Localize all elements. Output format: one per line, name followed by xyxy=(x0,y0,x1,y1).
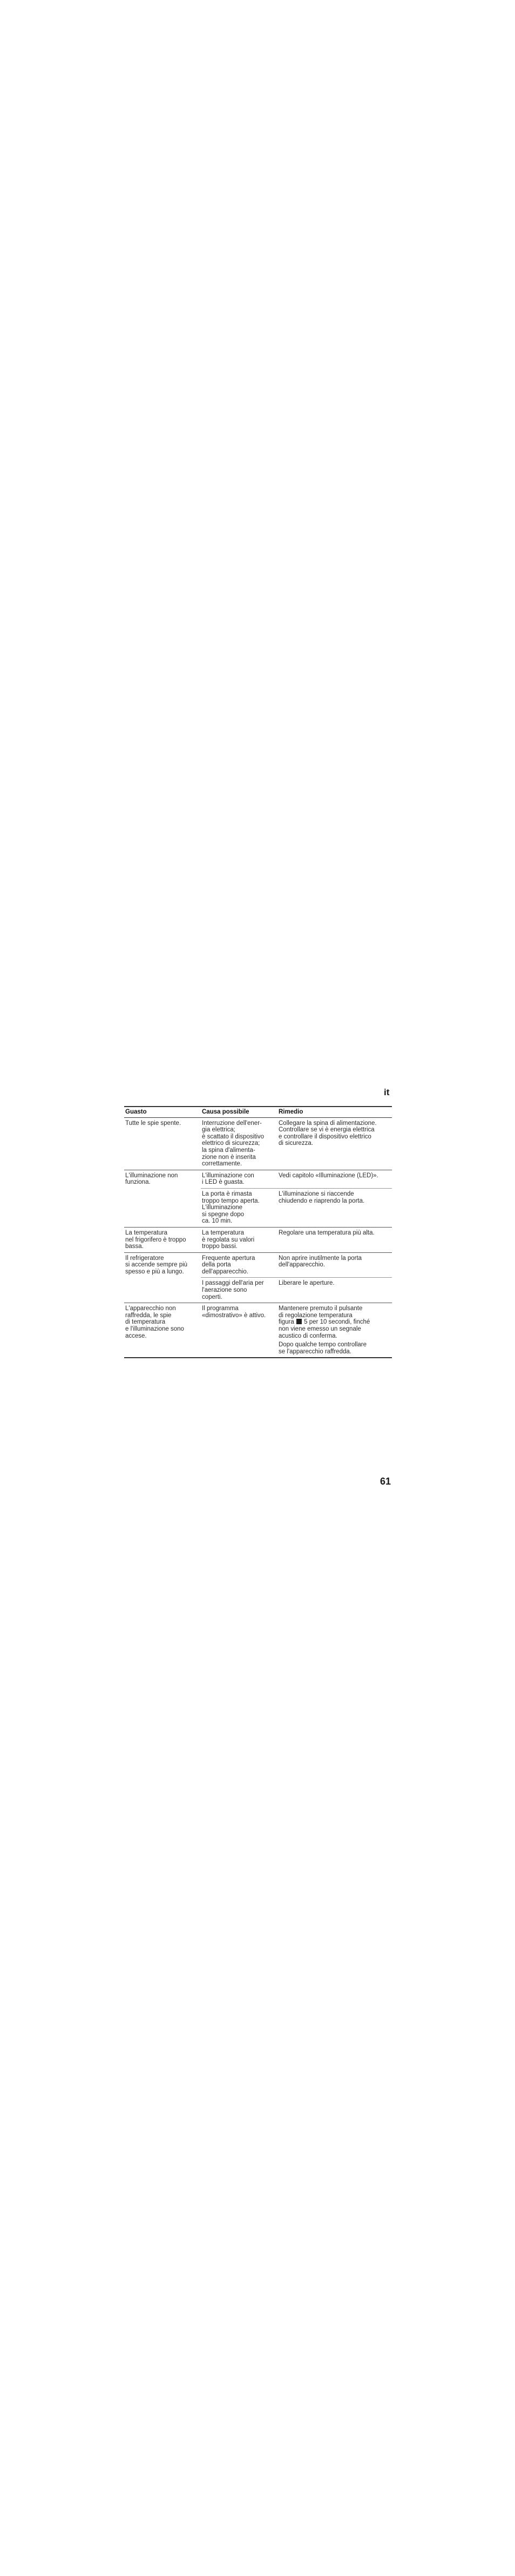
rimedio-paragraph: Dopo qualche tempo controllare se l'apparecchio raffredda. xyxy=(279,1341,367,1355)
cell-causa: L'illuminazione con i LED è guasta. xyxy=(202,1172,254,1186)
cell-causa: Il programma «dimostrativo» è attivo. xyxy=(202,1305,266,1319)
page-number: 61 xyxy=(380,1476,391,1487)
rimedio-paragraph: Liberare le aperture. xyxy=(279,1280,335,1287)
cell-guasto: La temperatura nel frigorifero è troppo bassa. xyxy=(125,1229,186,1250)
table-row xyxy=(124,1303,392,1358)
cell-causa: Frequente apertura della porta dell'apparecchio. xyxy=(202,1255,255,1275)
cell-rimedio xyxy=(277,1305,392,1355)
rimedio-paragraph: Non aprire inutilmente la porta dell'apparecchio. xyxy=(279,1255,362,1269)
rimedio-paragraph: Collegare la spina di alimentazione. Controllare se vi è energia elettrica e controllare il dispositivo elettrico di sicurezza. xyxy=(279,1120,377,1147)
rimedio-paragraph: Vedi capitolo «Illuminazione (LED)». xyxy=(279,1172,378,1179)
row-causes xyxy=(201,1253,392,1303)
language-tag: it xyxy=(384,1087,390,1097)
cell-causa: I passaggi dell'aria per l'aerazione sono coperti. xyxy=(202,1280,264,1300)
table-row xyxy=(124,1118,392,1170)
table-body xyxy=(124,1118,392,1359)
row-causes xyxy=(201,1170,392,1227)
cause-remedy-pair xyxy=(201,1253,392,1278)
cell-causa: La temperatura è regolata su valori troppo bassi. xyxy=(202,1229,255,1250)
cause-remedy-pair xyxy=(201,1228,392,1252)
header-rimedio: Rimedio xyxy=(279,1109,303,1115)
cell-guasto: Tutte le spie spente. xyxy=(125,1120,181,1127)
rimedio-paragraph: Mantenere premuto il pulsante di regolazione temperatura figura 5 per 10 secondi, finché non viene emesso un segnale acustico di conferma. xyxy=(279,1305,370,1339)
cell-causa: Interruzione dell'ener- gia elettrica; è scattato il dispositivo elettrico di sicurezza; la spina d'alimenta- zione non è inserita correttamente. xyxy=(202,1120,265,1168)
cell-causa: La porta è rimasta troppo tempo aperta. L'illuminazione si spegne dopo ca. 10 min. xyxy=(202,1190,260,1225)
cell-guasto: L'illuminazione non funziona. xyxy=(125,1172,178,1186)
row-causes xyxy=(201,1303,392,1357)
cause-remedy-pair xyxy=(201,1188,392,1227)
header-guasto: Guasto xyxy=(125,1109,147,1115)
header-causa: Causa possibile xyxy=(202,1109,249,1115)
cell-guasto: L'apparecchio non raffredda, le spie di temperatura e l'illuminazione sono accese. xyxy=(125,1305,184,1339)
cell-guasto: Il refrigeratore si accende sempre più spesso e più a lungo. xyxy=(125,1255,188,1275)
troubleshooting-table xyxy=(124,1106,392,1358)
row-causes xyxy=(201,1228,392,1252)
cause-remedy-pair xyxy=(201,1277,392,1303)
cell-rimedio xyxy=(277,1255,392,1276)
cause-remedy-pair xyxy=(201,1303,392,1357)
table-row xyxy=(124,1170,392,1228)
table-header xyxy=(124,1106,392,1118)
figure-symbol-icon xyxy=(296,1319,302,1324)
cause-remedy-pair xyxy=(201,1118,392,1170)
table-row xyxy=(124,1253,392,1304)
rimedio-paragraph: Regolare una temperatura più alta. xyxy=(279,1229,375,1236)
cell-rimedio xyxy=(277,1230,392,1250)
cell-rimedio xyxy=(277,1191,392,1225)
cause-remedy-pair xyxy=(201,1170,392,1188)
row-causes xyxy=(201,1118,392,1170)
table-row xyxy=(124,1228,392,1253)
cell-rimedio xyxy=(277,1120,392,1168)
cell-rimedio xyxy=(277,1172,392,1186)
cell-rimedio xyxy=(277,1280,392,1300)
rimedio-paragraph: L'illuminazione si riaccende chiudendo e riaprendo la porta. xyxy=(279,1190,365,1204)
